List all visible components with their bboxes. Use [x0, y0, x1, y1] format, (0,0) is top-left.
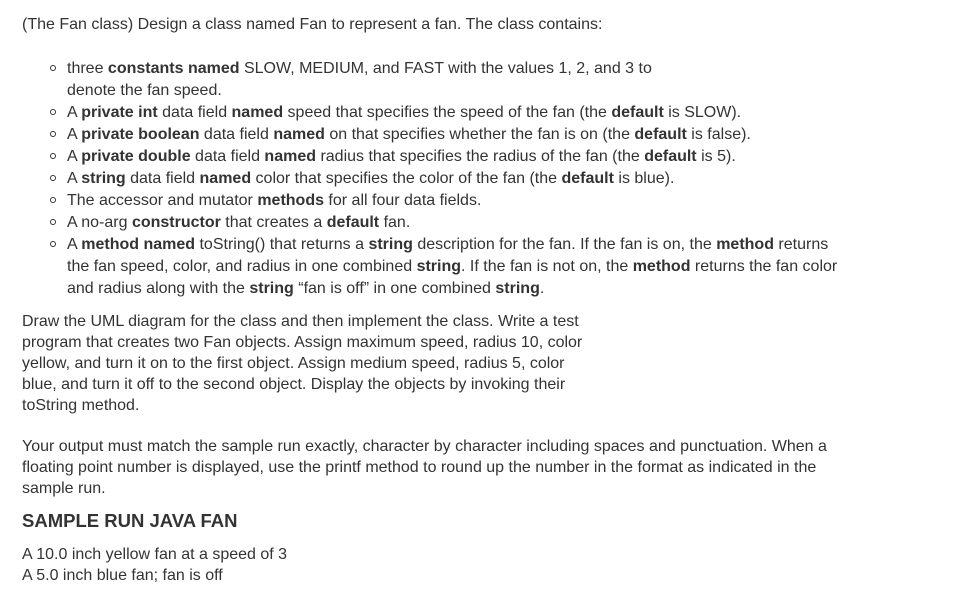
requirement-item: [22, 212, 922, 234]
bold-term: default: [326, 214, 380, 231]
text-run: SLOW, MEDIUM, and FAST with the values 1, 2, and 3 to: [239, 60, 652, 77]
bullet-icon: [50, 190, 62, 212]
text-run: on that specifies whether the fan is on (the: [324, 126, 635, 143]
text-run: The accessor and mutator: [67, 192, 258, 209]
text-run: is 5).: [696, 148, 736, 165]
bold-term: string: [81, 170, 126, 187]
text-run: returns: [773, 236, 829, 253]
requirement-item: [22, 168, 922, 190]
text-run: and radius along with the: [67, 280, 250, 297]
text-run: A: [67, 236, 82, 253]
text-run: .: [539, 280, 545, 297]
requirement-item: [22, 146, 922, 168]
bold-term: default: [561, 170, 614, 187]
bold-term: private boolean: [81, 126, 200, 143]
text-run: data field: [157, 104, 232, 121]
requirement-item: [22, 234, 922, 300]
bold-term: default: [611, 104, 664, 121]
paragraph-line: yellow, and turn it on to the first object. Assign medium speed, radius 5, color: [22, 355, 565, 372]
paragraph-line: program that creates two Fan objects. Assign maximum speed, radius 10, color: [22, 334, 583, 351]
paragraph-line: floating point number is displayed, use the printf method to round up the number in the format as indicated in the: [22, 459, 817, 476]
bold-term: string: [249, 280, 294, 297]
bullet-icon: [50, 146, 62, 168]
text-run: A: [67, 104, 82, 121]
text-run: “fan is off” in one combined: [293, 280, 496, 297]
text-run: speed that specifies the speed of the fan (the: [283, 104, 612, 121]
sample-run-line: A 5.0 inch blue fan; fan is off: [22, 567, 223, 584]
bullet-icon: [50, 168, 62, 190]
bullet-icon: [50, 102, 62, 124]
text-run: data field: [190, 148, 265, 165]
bold-term: named: [264, 148, 316, 165]
bold-term: method: [632, 258, 691, 275]
bold-term: named: [231, 104, 284, 121]
bold-term: methods: [257, 192, 324, 209]
text-run: toString() that returns a: [195, 236, 369, 253]
bold-term: named: [273, 126, 325, 143]
text-run: returns the fan color: [690, 258, 838, 275]
sample-run-line: A 10.0 inch yellow fan at a speed of 3: [22, 546, 288, 563]
text-run: is SLOW).: [663, 104, 742, 121]
text-run: that creates a: [220, 214, 327, 231]
bold-term: string: [368, 236, 413, 253]
requirement-item: [22, 102, 922, 124]
sample-run-output: [22, 544, 287, 586]
text-run: denote the fan speed.: [67, 82, 222, 99]
bold-term: method: [716, 236, 774, 253]
text-run: radius that specifies the radius of the fan (the: [316, 148, 645, 165]
paragraph-line: sample run.: [22, 480, 106, 497]
paragraph-line: toString method.: [22, 397, 140, 414]
requirement-item: [22, 58, 922, 102]
requirement-item: [22, 124, 922, 146]
text-run: A: [67, 170, 82, 187]
bold-term: default: [634, 126, 687, 143]
bold-term: named: [199, 170, 252, 187]
text-run: data field: [125, 170, 200, 187]
text-run: A: [67, 148, 82, 165]
bullet-icon: [50, 212, 62, 234]
requirement-item: [22, 190, 922, 212]
text-run: for all four data fields.: [323, 192, 482, 209]
requirements-list: [22, 58, 922, 300]
bold-term: private int: [81, 104, 158, 121]
text-run: A: [67, 126, 82, 143]
sample-run-heading: SAMPLE RUN JAVA FAN: [22, 510, 238, 531]
paragraph-line: Draw the UML diagram for the class and then implement the class. Write a test: [22, 313, 579, 330]
bullet-icon: [50, 234, 62, 256]
bullet-icon: [50, 58, 62, 80]
text-run: data field: [199, 126, 274, 143]
text-run: . If the fan is not on, the: [461, 258, 633, 275]
assignment-document: [22, 14, 962, 584]
text-run: three: [67, 60, 108, 77]
text-run: fan.: [379, 214, 411, 231]
text-run: the fan speed, color, and radius in one combined: [67, 258, 417, 275]
paragraph-line: blue, and turn it off to the second object. Display the objects by invoking their: [22, 376, 566, 393]
bold-term: default: [644, 148, 697, 165]
bold-term: private double: [81, 148, 191, 165]
bold-term: method named: [81, 236, 196, 253]
output-instructions-paragraph: [22, 436, 922, 499]
paragraph-line: Your output must match the sample run exactly, character by character including spaces and punctuation. When a: [22, 438, 827, 455]
bold-term: string: [495, 280, 540, 297]
text-run: description for the fan. If the fan is on, the: [412, 236, 717, 253]
text-run: is blue).: [613, 170, 675, 187]
text-run: A no-arg: [67, 214, 132, 231]
intro-text: (The Fan class) Design a class named Fan to represent a fan. The class contains:: [22, 16, 603, 33]
bold-term: string: [416, 258, 462, 275]
text-run: is false).: [686, 126, 751, 143]
bullet-icon: [50, 124, 62, 146]
uml-instructions-paragraph: [22, 311, 662, 416]
text-run: color that specifies the color of the fan (the: [251, 170, 562, 187]
bold-term: constants named: [107, 60, 240, 77]
bold-term: constructor: [131, 214, 221, 231]
